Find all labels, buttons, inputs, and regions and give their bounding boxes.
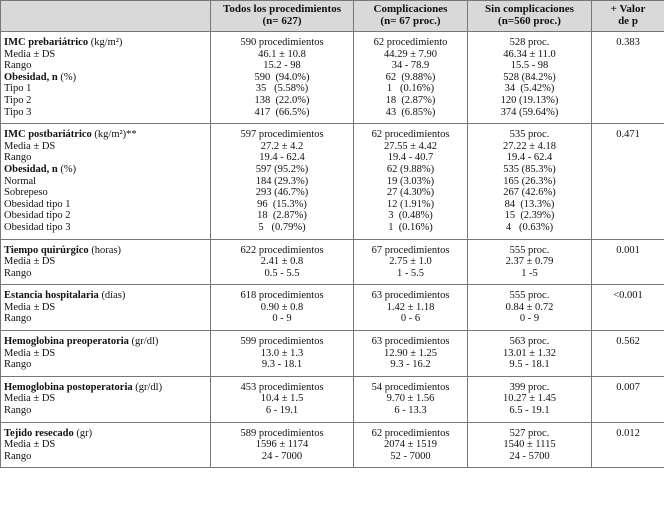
value-all: 293 (46.7%): [211, 187, 354, 199]
row-label-text: Rango: [4, 359, 32, 371]
value-all: 589 procedimientos: [211, 422, 354, 439]
table-row: [1, 268, 664, 285]
row-label: [1, 222, 211, 239]
value-all: 599 procedimientos: [211, 331, 354, 348]
section-title-text: IMC postbariátrico: [4, 129, 92, 141]
row-label-text: Sobrepeso: [4, 187, 48, 199]
value-complications: 9.70 ± 1.56: [354, 393, 468, 405]
value-no-complications: 10.27 ± 1.45: [468, 393, 592, 405]
row-label: [1, 348, 211, 360]
table-row: [1, 152, 664, 164]
value-all: 96 (15.3%): [211, 199, 354, 211]
value-complications: 27.55 ± 4.42: [354, 141, 468, 153]
value-all: 35 (5.58%): [211, 83, 354, 95]
section-title: [1, 376, 211, 393]
value-complications: 1 - 5.5: [354, 268, 468, 285]
value-no-complications: 46.34 ± 11.0: [468, 49, 592, 61]
section-title-text: Tiempo quirúrgico: [4, 244, 89, 256]
header-p-value: [592, 1, 664, 32]
header-all-procedures: [211, 1, 354, 32]
table-row: [1, 359, 664, 376]
row-label-text: Tipo 1: [4, 83, 32, 95]
value-no-complications: 4 (0.63%): [468, 222, 592, 239]
row-label-text: Tipo 3: [4, 106, 32, 118]
section-unit: (gr): [73, 427, 93, 439]
p-value: [592, 176, 664, 188]
p-value: [592, 222, 664, 239]
row-label: [1, 187, 211, 199]
value-complications: 19 (3.03%): [354, 176, 468, 188]
value-no-complications: 528 (84.2%): [468, 72, 592, 84]
table-row: [1, 32, 664, 49]
value-no-complications: 120 (19.13%): [468, 95, 592, 107]
value-complications: 18 (2.87%): [354, 95, 468, 107]
row-label-text: Rango: [4, 60, 32, 72]
table-body: [1, 32, 664, 468]
table-row: [1, 302, 664, 314]
row-label: [1, 393, 211, 405]
header-p-line1: + Valor: [610, 3, 646, 15]
value-all: 597 (95.2%): [211, 164, 354, 176]
value-complications: 44.29 ± 7.90: [354, 49, 468, 61]
p-value: [592, 348, 664, 360]
p-value: [592, 210, 664, 222]
value-no-complications: 535 (85.3%): [468, 164, 592, 176]
value-no-complications: 267 (42.6%): [468, 187, 592, 199]
section-title-text: Hemoglobina postoperatoria: [4, 381, 133, 393]
section-title-text: Hemoglobina preoperatoria: [4, 336, 129, 348]
value-all: 590 (94.0%): [211, 72, 354, 84]
value-complications: 62 procedimientos: [354, 124, 468, 141]
table-row: [1, 451, 664, 468]
value-complications: 43 (6.85%): [354, 107, 468, 124]
row-label: [1, 439, 211, 451]
p-value: [592, 107, 664, 124]
row-label: [1, 405, 211, 422]
p-value: 0.562: [592, 331, 664, 348]
value-no-complications: 0 - 9: [468, 313, 592, 330]
section-title: [1, 239, 211, 256]
value-all: 417 (66.5%): [211, 107, 354, 124]
p-value: [592, 187, 664, 199]
value-complications: 62 procedimientos: [354, 422, 468, 439]
value-no-complications: 13.01 ± 1.32: [468, 348, 592, 360]
value-all: 6 - 19.1: [211, 405, 354, 422]
p-value: 0.001: [592, 239, 664, 256]
p-value: [592, 256, 664, 268]
value-all: 618 procedimientos: [211, 285, 354, 302]
header-comp-line2: (n= 67 proc.): [380, 15, 441, 27]
value-complications: 2.75 ± 1.0: [354, 256, 468, 268]
value-no-complications: 563 proc.: [468, 331, 592, 348]
value-no-complications: 9.5 - 18.1: [468, 359, 592, 376]
section-title: [1, 285, 211, 302]
value-all: 9.3 - 18.1: [211, 359, 354, 376]
p-value: 0.383: [592, 32, 664, 49]
p-value: [592, 451, 664, 468]
value-complications: 54 procedimientos: [354, 376, 468, 393]
table-row: [1, 141, 664, 153]
section-unit: (días): [98, 290, 126, 302]
value-no-complications: 0.84 ± 0.72: [468, 302, 592, 314]
value-all: 5 (0.79%): [211, 222, 354, 239]
row-label: [1, 451, 211, 468]
header-all-line1: Todos los procedimientos: [223, 3, 341, 15]
value-all: 453 procedimientos: [211, 376, 354, 393]
row-label-text: Tipo 2: [4, 94, 32, 106]
p-value: [592, 83, 664, 95]
value-all: 1596 ± 1174: [211, 439, 354, 451]
row-label: [1, 107, 211, 124]
p-value: [592, 152, 664, 164]
value-all: 19.4 - 62.4: [211, 152, 354, 164]
section-title-text: Estancia hospitalaria: [4, 290, 99, 302]
row-label: [1, 199, 211, 211]
section-title: [1, 331, 211, 348]
table-row: [1, 199, 664, 211]
table-row: [1, 83, 664, 95]
row-label: [1, 176, 211, 188]
table-row: [1, 313, 664, 330]
value-complications: 52 - 7000: [354, 451, 468, 468]
value-no-complications: 555 proc.: [468, 239, 592, 256]
table-row: [1, 210, 664, 222]
header-comp-line1: Complicaciones: [373, 3, 448, 15]
value-complications: 1 (0.16%): [354, 83, 468, 95]
row-label-text: Obesidad tipo 1: [4, 198, 71, 210]
section-title-text: IMC prebariátrico: [4, 37, 89, 48]
value-all: 138 (22.0%): [211, 95, 354, 107]
p-value: [592, 393, 664, 405]
table-row: [1, 124, 664, 141]
table-row: [1, 239, 664, 256]
value-complications: 62 (9.88%): [354, 72, 468, 84]
value-no-complications: 399 proc.: [468, 376, 592, 393]
section-unit: (kg/m²)**: [91, 129, 137, 141]
value-no-complications: 374 (59.64%): [468, 107, 592, 124]
table-row: [1, 72, 664, 84]
section-unit: (kg/m²): [88, 37, 123, 48]
table-row: [1, 95, 664, 107]
value-no-complications: 15 (2.39%): [468, 210, 592, 222]
row-label-text: Media ± DS: [4, 301, 56, 313]
value-complications: 63 procedimientos: [354, 285, 468, 302]
row-label: [1, 141, 211, 153]
row-label-text: Rango: [4, 152, 32, 164]
p-value: [592, 302, 664, 314]
row-label-text: Media ± DS: [4, 393, 56, 405]
table-row: [1, 49, 664, 61]
row-label-text: Obesidad tipo 3: [4, 221, 71, 233]
section-title: [1, 32, 211, 49]
p-value: [592, 164, 664, 176]
row-label: [1, 268, 211, 285]
p-value: <0.001: [592, 285, 664, 302]
value-complications: 62 procedimiento: [354, 32, 468, 49]
value-no-complications: 1 -5: [468, 268, 592, 285]
value-complications: 1.42 ± 1.18: [354, 302, 468, 314]
row-label-suffix: (%): [57, 163, 77, 175]
row-label-text: Rango: [4, 450, 32, 462]
p-value: [592, 199, 664, 211]
section-unit: (gr/dl): [128, 336, 159, 348]
header-nocomp-line2: (n=560 proc.): [498, 15, 561, 27]
row-label-text: Media ± DS: [4, 347, 56, 359]
p-value: [592, 60, 664, 72]
value-complications: 34 - 78.9: [354, 60, 468, 72]
value-complications: 6 - 13.3: [354, 405, 468, 422]
table-row: [1, 107, 664, 124]
table-row: [1, 256, 664, 268]
value-complications: 9.3 - 16.2: [354, 359, 468, 376]
value-complications: 12.90 ± 1.25: [354, 348, 468, 360]
value-all: 13.0 ± 1.3: [211, 348, 354, 360]
value-all: 184 (29.3%): [211, 176, 354, 188]
table-row: [1, 348, 664, 360]
table-row: [1, 187, 664, 199]
row-label-text: Obesidad, n: [4, 163, 58, 175]
value-complications: 19.4 - 40.7: [354, 152, 468, 164]
value-no-complications: 555 proc.: [468, 285, 592, 302]
value-all: 10.4 ± 1.5: [211, 393, 354, 405]
value-complications: 62 (9.88%): [354, 164, 468, 176]
row-label: [1, 72, 211, 84]
value-all: 24 - 7000: [211, 451, 354, 468]
value-no-complications: 24 - 5700: [468, 451, 592, 468]
value-no-complications: 1540 ± 1115: [468, 439, 592, 451]
value-no-complications: 15.5 - 98: [468, 60, 592, 72]
value-complications: 2074 ± 1519: [354, 439, 468, 451]
row-label-text: Obesidad, n: [4, 71, 58, 83]
row-label: [1, 164, 211, 176]
p-value: [592, 72, 664, 84]
value-complications: 1 (0.16%): [354, 222, 468, 239]
value-no-complications: 165 (26.3%): [468, 176, 592, 188]
table-row: [1, 439, 664, 451]
value-all: 0.5 - 5.5: [211, 268, 354, 285]
table-row: [1, 422, 664, 439]
row-label-suffix: (%): [57, 71, 77, 83]
p-value: [592, 405, 664, 422]
section-unit: (gr/dl): [132, 381, 163, 393]
table-row: [1, 285, 664, 302]
row-label-text: Normal: [4, 175, 37, 187]
value-no-complications: 527 proc.: [468, 422, 592, 439]
value-all: 46.1 ± 10.8: [211, 49, 354, 61]
value-all: 590 procedimientos: [211, 32, 354, 49]
value-no-complications: 84 (13.3%): [468, 199, 592, 211]
p-value: [592, 313, 664, 330]
header-label-col: [1, 1, 211, 32]
value-all: 27.2 ± 4.2: [211, 141, 354, 153]
p-value: [592, 359, 664, 376]
section-unit: (horas): [88, 244, 122, 256]
value-no-complications: 2.37 ± 0.79: [468, 256, 592, 268]
row-label: [1, 256, 211, 268]
row-label-text: Rango: [4, 267, 32, 279]
section-title: [1, 422, 211, 439]
row-label: [1, 313, 211, 330]
row-label-text: Media ± DS: [4, 140, 56, 152]
value-no-complications: 34 (5.42%): [468, 83, 592, 95]
table-row: [1, 176, 664, 188]
section-title: [1, 124, 211, 141]
row-label-text: Media ± DS: [4, 439, 56, 451]
p-value: [592, 439, 664, 451]
table-row: [1, 164, 664, 176]
row-label-text: Media ± DS: [4, 48, 56, 60]
p-value: [592, 268, 664, 285]
header-nocomp-line1: Sin complicaciones: [485, 3, 574, 15]
value-all: 597 procedimientos: [211, 124, 354, 141]
row-label-text: Media ± DS: [4, 256, 56, 268]
table-row: [1, 222, 664, 239]
table-row: [1, 331, 664, 348]
row-label: [1, 83, 211, 95]
table-row: [1, 393, 664, 405]
p-value: 0.007: [592, 376, 664, 393]
table-row: [1, 405, 664, 422]
value-no-complications: 19.4 - 62.4: [468, 152, 592, 164]
value-complications: 63 procedimientos: [354, 331, 468, 348]
row-label: [1, 152, 211, 164]
value-complications: 67 procedimientos: [354, 239, 468, 256]
value-all: 18 (2.87%): [211, 210, 354, 222]
value-complications: 27 (4.30%): [354, 187, 468, 199]
value-no-complications: 528 proc.: [468, 32, 592, 49]
header-complications: [354, 1, 468, 32]
table-row: [1, 376, 664, 393]
table-row: [1, 60, 664, 72]
header-all-line2: (n= 627): [262, 15, 302, 27]
header-row: [1, 1, 664, 32]
header-p-line2: de p: [618, 15, 638, 27]
p-value: [592, 95, 664, 107]
value-all: 0.90 ± 0.8: [211, 302, 354, 314]
value-complications: 12 (1.91%): [354, 199, 468, 211]
value-no-complications: 27.22 ± 4.18: [468, 141, 592, 153]
row-label: [1, 60, 211, 72]
row-label: [1, 302, 211, 314]
row-label-text: Obesidad tipo 2: [4, 210, 71, 222]
row-label: [1, 49, 211, 61]
row-label: [1, 210, 211, 222]
value-all: 15.2 - 98: [211, 60, 354, 72]
value-all: 0 - 9: [211, 313, 354, 330]
row-label-text: Rango: [4, 313, 32, 325]
value-complications: 0 - 6: [354, 313, 468, 330]
header-no-complications: [468, 1, 592, 32]
row-label-text: Rango: [4, 405, 32, 417]
row-label: [1, 95, 211, 107]
section-title-text: Tejido resecado: [4, 427, 74, 439]
value-no-complications: 6.5 - 19.1: [468, 405, 592, 422]
p-value: 0.012: [592, 422, 664, 439]
value-all: 622 procedimientos: [211, 239, 354, 256]
value-complications: 3 (0.48%): [354, 210, 468, 222]
value-all: 2.41 ± 0.8: [211, 256, 354, 268]
p-value: [592, 141, 664, 153]
value-no-complications: 535 proc.: [468, 124, 592, 141]
row-label: [1, 359, 211, 376]
p-value: 0.471: [592, 124, 664, 141]
p-value: [592, 49, 664, 61]
